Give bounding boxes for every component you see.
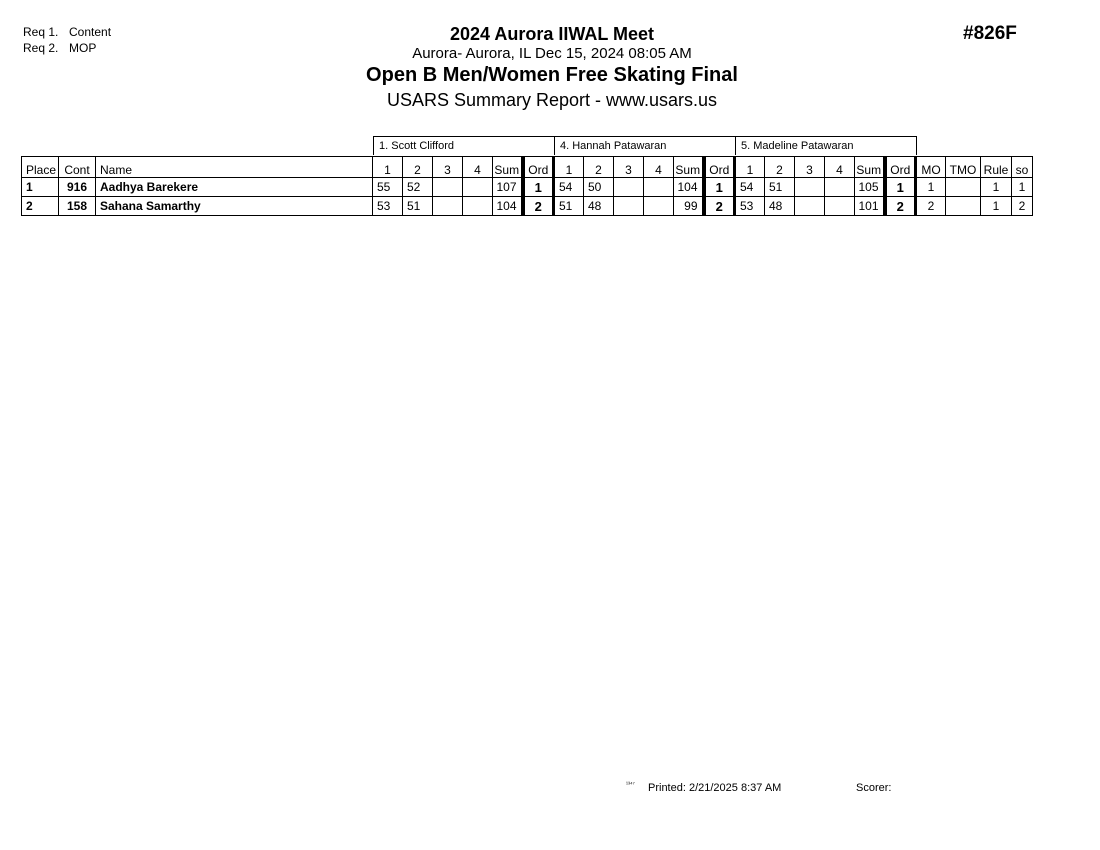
so-cell: 2 — [1012, 197, 1033, 216]
score-cell — [795, 197, 825, 216]
ord-cell: 2 — [704, 197, 735, 216]
sum-cell: 104 — [674, 178, 704, 197]
col-j3-4: 4 — [825, 157, 855, 178]
cont-cell: 916 — [59, 178, 96, 197]
col-j3-sum: Sum — [855, 157, 885, 178]
scorer-label: Scorer: — [856, 782, 892, 794]
place-cell: 1 — [22, 178, 59, 197]
col-j3-2: 2 — [765, 157, 795, 178]
tmo-cell — [946, 178, 981, 197]
score-cell: 53 — [373, 197, 403, 216]
col-j1-3: 3 — [433, 157, 463, 178]
footer-code: ¹³⁴⁷ — [626, 782, 635, 788]
mo-cell: 2 — [916, 197, 946, 216]
judge-name: 4. Hannah Patawaran — [555, 137, 736, 156]
score-cell: 54 — [735, 178, 765, 197]
so-cell: 1 — [1012, 178, 1033, 197]
col-j1-1: 1 — [373, 157, 403, 178]
score-cell — [433, 178, 463, 197]
score-cell: 55 — [373, 178, 403, 197]
sum-cell: 107 — [493, 178, 523, 197]
requirement-text: Content — [69, 25, 112, 39]
col-place: Place — [22, 157, 59, 178]
sum-cell: 104 — [493, 197, 523, 216]
col-so: so — [1012, 157, 1033, 178]
ord-cell: 2 — [523, 197, 554, 216]
report-title: USARS Summary Report - www.usars.us — [386, 90, 718, 110]
score-cell: 48 — [765, 197, 795, 216]
score-cell — [614, 197, 644, 216]
ord-cell: 1 — [885, 178, 916, 197]
col-j2-4: 4 — [644, 157, 674, 178]
score-cell: 51 — [765, 178, 795, 197]
event-title: Open B Men/Women Free Skating Final — [366, 64, 738, 86]
table-row — [22, 197, 1033, 216]
score-cell — [825, 197, 855, 216]
col-j1-2: 2 — [403, 157, 433, 178]
location-date: Aurora- Aurora, IL Dec 15, 2024 08:05 AM — [412, 45, 692, 62]
score-cell — [644, 178, 674, 197]
col-j3-3: 3 — [795, 157, 825, 178]
name-cell: Aadhya Barekere — [96, 178, 373, 197]
col-tmo: TMO — [946, 157, 981, 178]
event-code: #826F — [963, 23, 1017, 44]
ord-cell: 2 — [885, 197, 916, 216]
score-cell: 48 — [584, 197, 614, 216]
score-cell: 54 — [554, 178, 584, 197]
judge-headers — [373, 136, 917, 155]
score-cell — [644, 197, 674, 216]
col-cont: Cont — [59, 157, 96, 178]
rule-cell: 1 — [981, 197, 1012, 216]
col-name: Name — [96, 157, 373, 178]
name-cell: Sahana Samarthy — [96, 197, 373, 216]
score-cell — [433, 197, 463, 216]
results-table — [21, 156, 1033, 216]
mo-cell: 1 — [916, 178, 946, 197]
col-mo: MO — [916, 157, 946, 178]
score-cell — [795, 178, 825, 197]
column-header-row — [22, 157, 1033, 178]
requirement-text: MOP — [69, 41, 97, 55]
sum-cell: 101 — [855, 197, 885, 216]
ord-cell: 1 — [704, 178, 735, 197]
requirement-number: Req 2. — [23, 41, 59, 55]
col-j2-sum: Sum — [674, 157, 704, 178]
col-j2-3: 3 — [614, 157, 644, 178]
cont-cell: 158 — [59, 197, 96, 216]
col-j3-ord: Ord — [885, 157, 916, 178]
col-j1-sum: Sum — [493, 157, 523, 178]
sum-cell: 99 — [674, 197, 704, 216]
printed-timestamp: Printed: 2/21/2025 8:37 AM — [648, 782, 782, 794]
score-cell — [614, 178, 644, 197]
score-cell: 52 — [403, 178, 433, 197]
score-cell: 50 — [584, 178, 614, 197]
score-cell — [825, 178, 855, 197]
col-j1-4: 4 — [463, 157, 493, 178]
table-row — [22, 178, 1033, 197]
meet-title: 2024 Aurora IIWAL Meet — [449, 24, 655, 44]
col-j1-ord: Ord — [523, 157, 554, 178]
requirement-number: Req 1. — [23, 25, 59, 39]
col-j3-1: 1 — [735, 157, 765, 178]
score-cell — [463, 178, 493, 197]
place-cell: 2 — [22, 197, 59, 216]
score-cell: 53 — [735, 197, 765, 216]
col-j2-2: 2 — [584, 157, 614, 178]
rule-cell: 1 — [981, 178, 1012, 197]
tmo-cell — [946, 197, 981, 216]
judge-name: 1. Scott Clifford — [374, 137, 555, 156]
col-j2-ord: Ord — [704, 157, 735, 178]
score-cell: 51 — [554, 197, 584, 216]
score-cell: 51 — [403, 197, 433, 216]
score-cell — [463, 197, 493, 216]
sum-cell: 105 — [855, 178, 885, 197]
col-j2-1: 1 — [554, 157, 584, 178]
col-rule: Rule — [981, 157, 1012, 178]
ord-cell: 1 — [523, 178, 554, 197]
judge-name: 5. Madeline Patawaran — [736, 137, 917, 156]
